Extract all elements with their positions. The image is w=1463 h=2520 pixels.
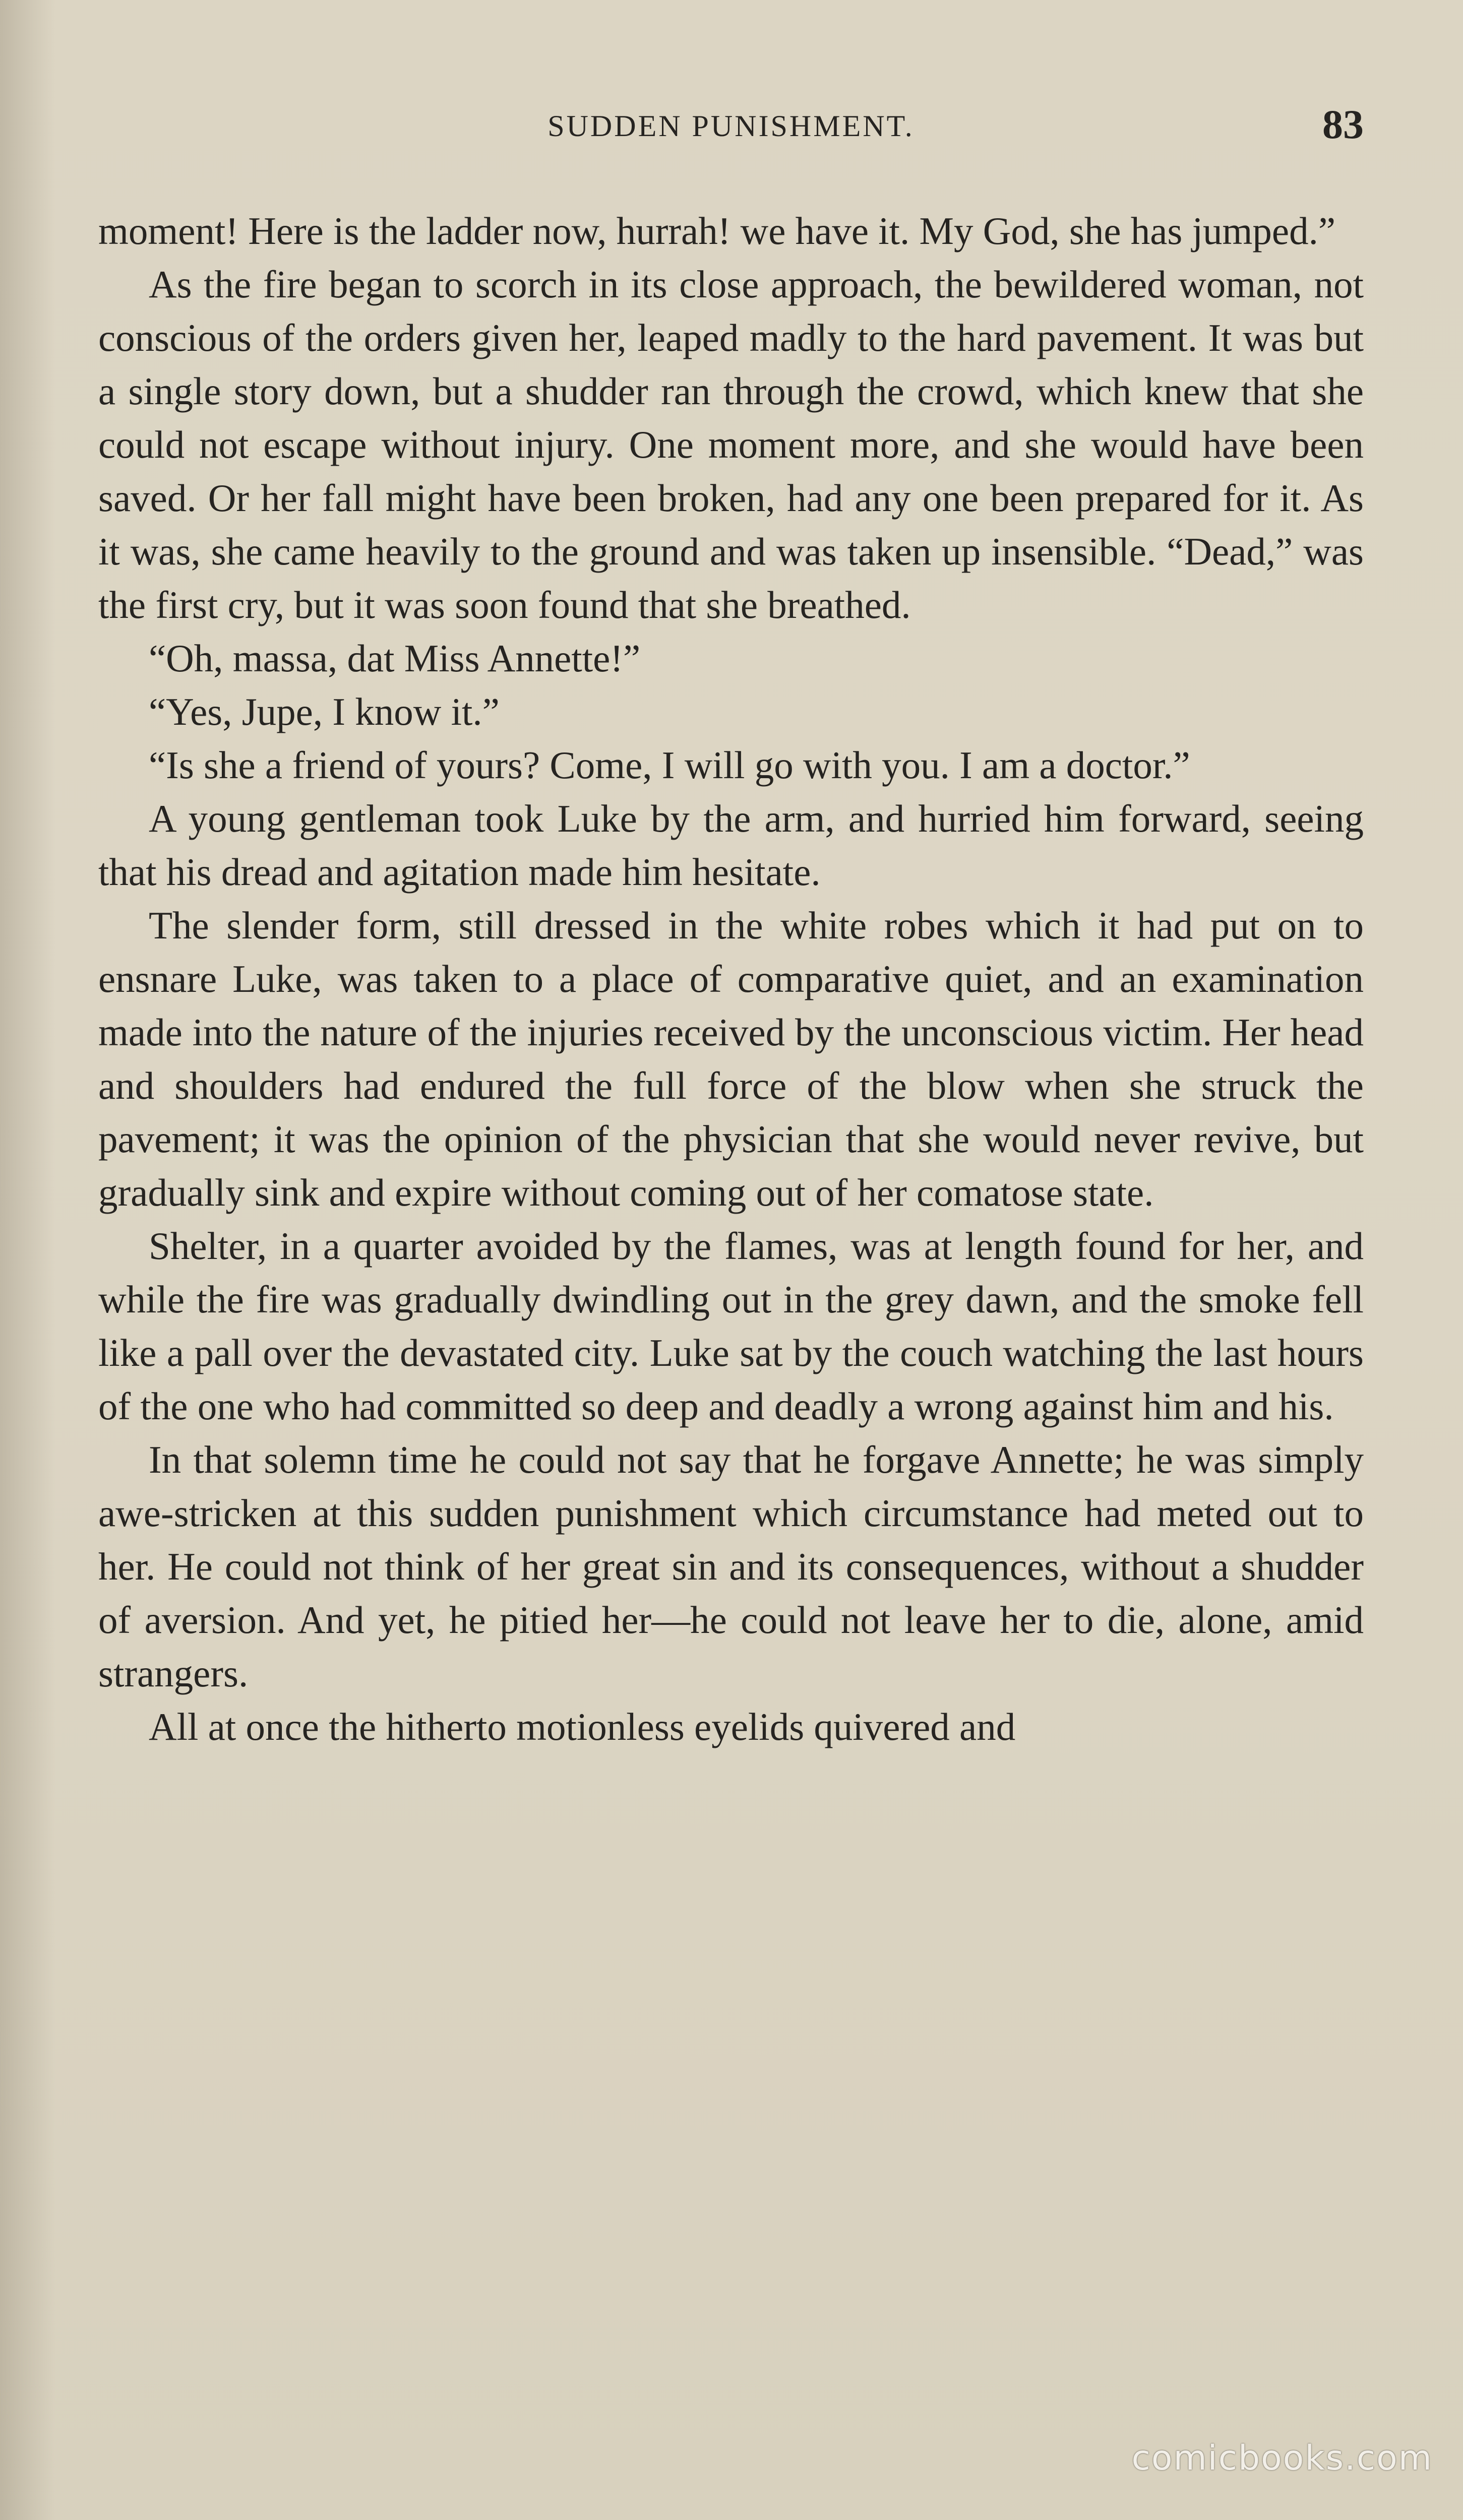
paragraph: moment! Here is the ladder now, hurrah! we have it. My God, she has jumped.”: [98, 209, 1336, 253]
watermark: comicbooks.com: [1131, 2438, 1433, 2478]
page-gutter-shadow: [0, 0, 55, 2520]
paragraph: In that solemn time he could not say that he forgave Annette; he was simply awe-stricken at this sudden punishment which circumstance had meted out to her. He could not think of her great sin and its consequences, without a shudder of aversion. And yet, he pitied her—he could not leave her to die, alone, amid strangers.: [98, 1438, 1364, 1695]
paragraph: “Is she a friend of yours? Come, I will go with you. I am a doctor.”: [149, 743, 1190, 787]
page-header: [98, 103, 1364, 159]
paragraph: Shelter, in a quarter avoided by the flames, was at length found for her, and while the fire was gradually dwindling out in the grey dawn, and the smoke fell like a pall over the devastated city. Luke sat by the couch watching the last hours of the one who had committed so deep and deadly a wrong against him and his.: [98, 1224, 1364, 1428]
paragraph: “Yes, Jupe, I know it.”: [149, 690, 500, 733]
running-head: SUDDEN PUNISHMENT.: [547, 109, 915, 143]
paragraph: A young gentleman took Luke by the arm, and hurried him forward, seeing that his dread and agitation made him hesitate.: [98, 797, 1364, 894]
paragraph: All at once the hitherto motionless eyelids quivered and: [149, 1705, 1016, 1748]
body-text: [98, 204, 1364, 1753]
page-number: 83: [1322, 101, 1364, 147]
paragraph: “Oh, massa, dat Miss Annette!”: [149, 637, 641, 680]
paragraph: The slender form, still dressed in the white robes which it had put on to ensnare Luke, was taken to a place of comparative quiet, and an examination made into the nature of the injuries received by the unconscious victim. Her head and shoulders had endured the full force of the blow when she struck the pavement; it was the opinion of the physician that she would never revive, but gradually sink and expire without coming out of her comatose state.: [98, 904, 1364, 1214]
paragraph: As the fire began to scorch in its close approach, the bewildered woman, not conscious of the orders given her, leaped madly to the hard pavement. It was but a single story down, but a shudder ran through the crowd, which knew that she could not escape without injury. One moment more, and she would have been saved. Or her fall might have been broken, had any one been prepared for it. As it was, she came heavily to the ground and was taken up insensible. “Dead,” was the first cry, but it was soon found that she breathed.: [98, 263, 1364, 626]
